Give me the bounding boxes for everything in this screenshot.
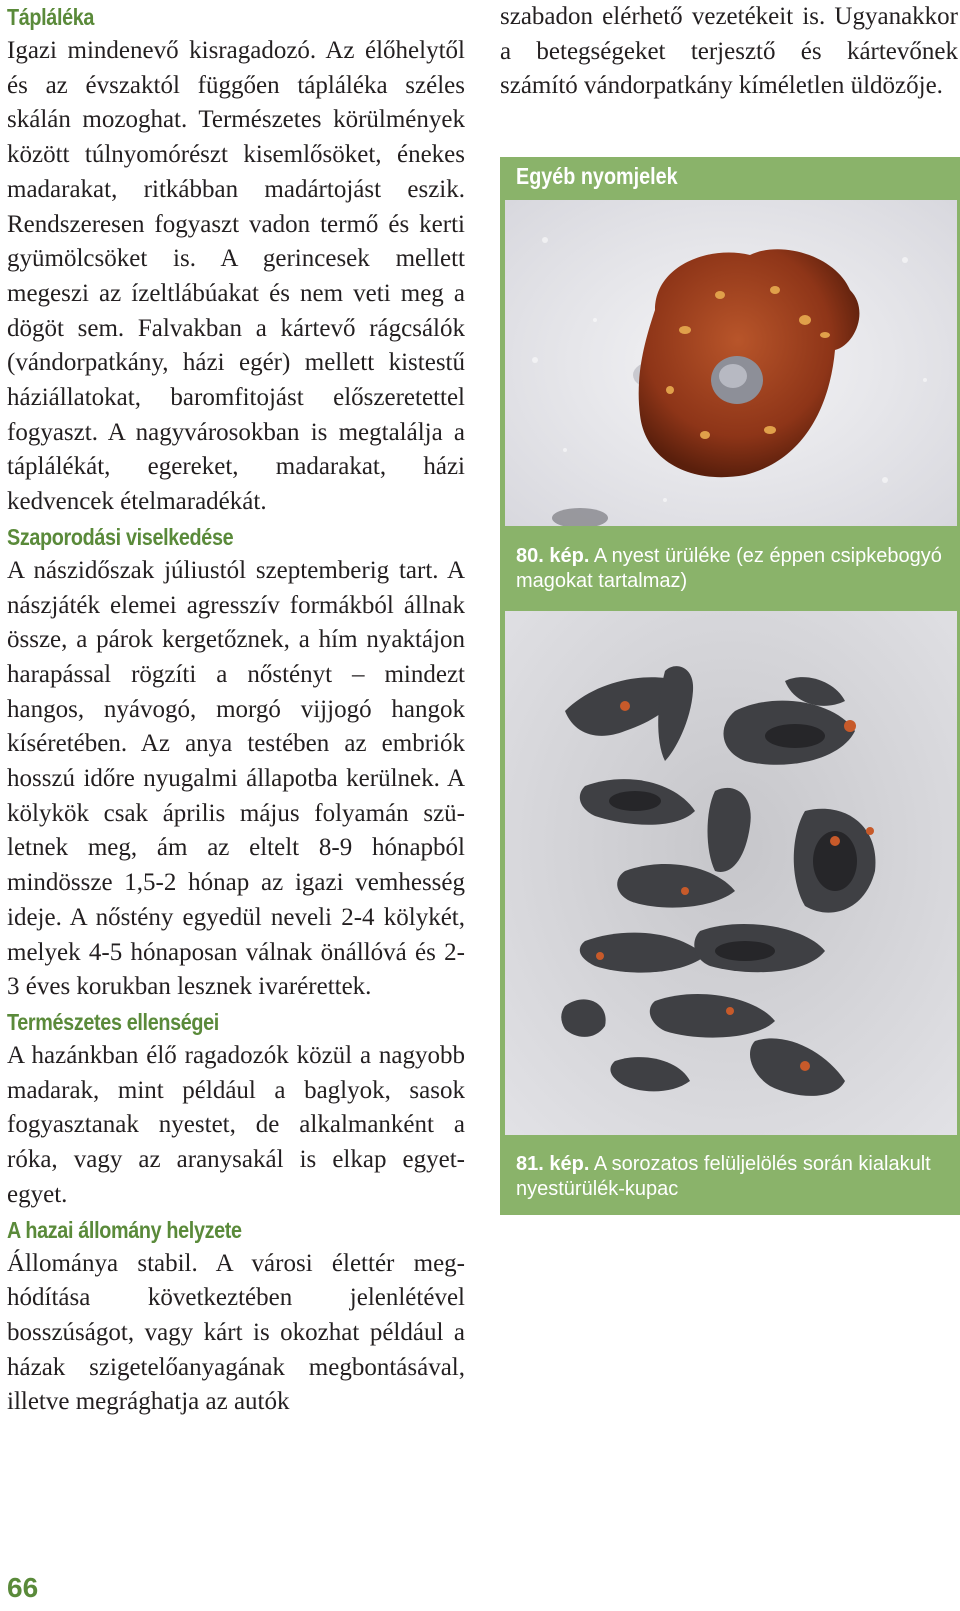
box-heading: Egyéb nyomjelek	[516, 163, 678, 189]
caption-81-number: 81. kép.	[516, 1153, 590, 1175]
paragraph-enemies: A hazánkban élő ragadozók közül a nagyobb madarak, mint például a baglyok, sasok fogyasztanak nyestet, de alkalmanként a róka, vagy az aranysakál is elkap egyet-egyet.	[7, 1041, 465, 1208]
left-column	[7, 0, 465, 1420]
caption-81-text: A sorozatos felüljelölés során kialakult nyestürülék-kupac	[516, 1153, 931, 1200]
heading-food: Tápláléka	[7, 4, 95, 30]
paragraph-food: Igazi mindenevő kisragadozó. Az élőhelytől és az évszaktól függően tápláléka széles skálán mozoghat. Természetes körülmények között túlnyomórészt kisemlősöket, énekes madarakat, ritkábban madártojást eszik. Rendszeresen fogyaszt vadon termő és kerti gyümölcsöket is. A gerincesek mellett megeszi az ízeltlábúakat és nem veti meg a dögöt sem. Falvakban a kártevő rágcsálók (vándorpatkány, házi egér) mellett kistestű háziállatokat, baromfitojást előszeretettel fogyaszt. A nagyvárosokban is megtalálja a táplálékát, egereket, madarakat, házi kedvencek ételmaradékát.	[7, 37, 465, 516]
heading-enemies: Természetes ellenségei	[7, 1008, 219, 1035]
heading-status: A hazai állomány helyzete	[7, 1216, 242, 1243]
paragraph-reproduction: A nászidőszak júliustól szeptemberig tart. A nászjáték elemei agresszív formákból állnak össze, a párok kergetőznek, a hím nyaktájon harapással rögzíti a nőstényt – mindezt hangos, nyávogó, morgó vijjogó hangok kíséretében. Az anya testében az embriók hosszú időre nyugalmi állapotba kerülnek. A kölykök csak április május folyamán születnek meg, ám az eltelt 8-9 hónapból mindössze 1,5-2 hónap az igazi vemhesség ideje. A nőstény egyedül neveli 2-4 kölykét, melyek 4-5 hónaposan válnak önállóvá és 2-3 éves korukban lesznek ivarérettek.	[7, 556, 465, 1001]
paragraph-continued: szabadon elérhető vezetékeit is. Ugyanakkor a betegségeket terjesztő és kártevőnek számító vándorpatkány kíméletlen üldözője.	[500, 3, 958, 100]
caption-80	[516, 544, 956, 594]
paragraph-status: Állománya stabil. A városi élettér meghódítása következtében jelenlétével bosszúságot, vagy kárt is okozhat például a házak szigetelőanyagának megbontásával, illetve megrághatja az autók	[7, 1249, 465, 1416]
photo-81-scat-pile	[505, 611, 957, 1135]
caption-80-text: A nyest ürüléke (ez éppen csipkebogyó magokat tartalmaz)	[516, 545, 942, 592]
caption-80-number: 80. kép.	[516, 545, 590, 567]
right-column-text	[500, 0, 958, 104]
photo-80-scat	[505, 200, 957, 526]
caption-81	[516, 1152, 956, 1202]
page-number: 66	[7, 1572, 39, 1603]
heading-reproduction: Szaporodási viselkedése	[7, 523, 234, 550]
